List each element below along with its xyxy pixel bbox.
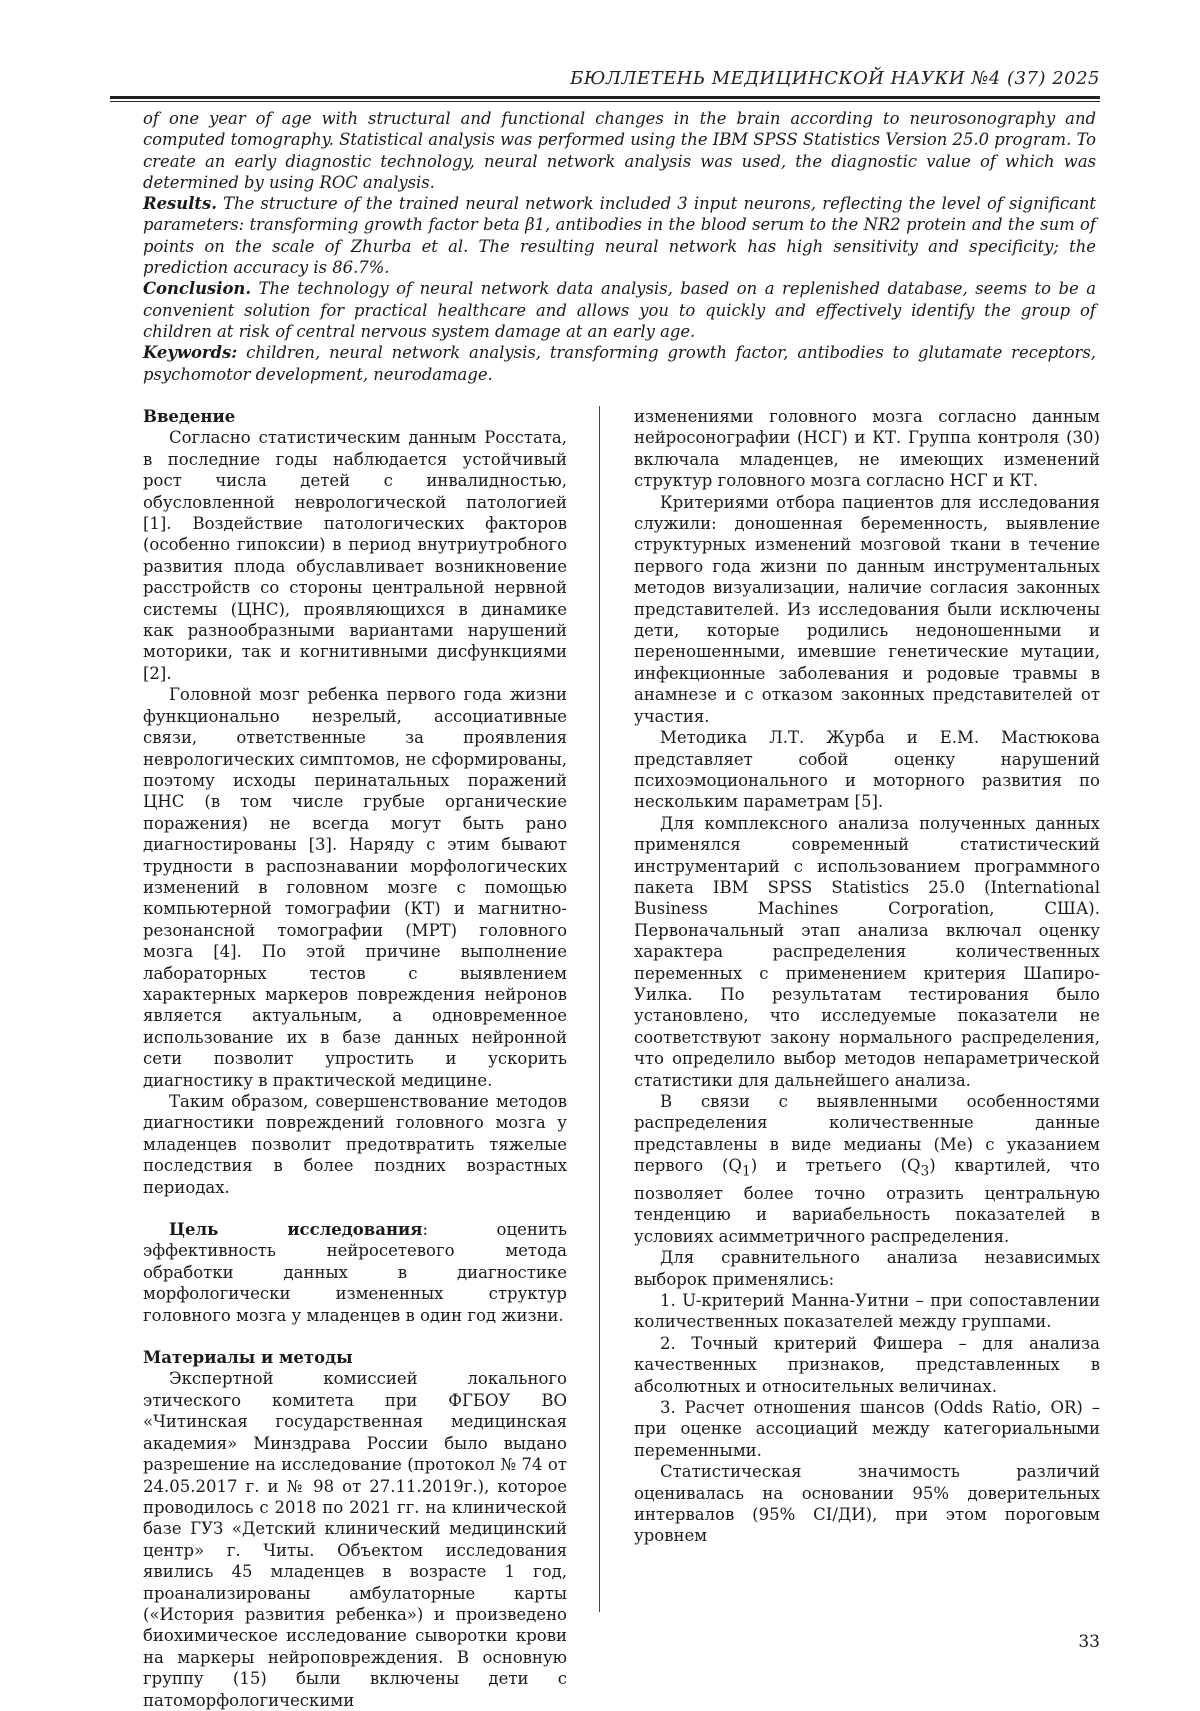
abstract xyxy=(143,108,1096,385)
intro-paragraph-1: Согласно статистическим данным Росстата, в последние годы наблюдается устойчивый рост числа детей с инвалидностью, обусловленной неврологической патологией [1]. Воздействие патологических факторов (особенно гипоксии) в период внутриутробного развития плода обуславливает возникновение расстройств со стороны центральной нервной системы (ЦНС), проявляющихся в динамике как разнообразными вариантами нарушений моторики, так и когнитивными дисфункциями [2]. xyxy=(143,428,567,683)
quartile-text-c: ) квартилей, что позволяет более точно отразить центральную тенденцию и вариабельность показателей в условиях асимметричного распределения. xyxy=(634,1156,1100,1246)
header-rule-thin xyxy=(110,101,1100,102)
page-number: 33 xyxy=(1078,1632,1100,1652)
left-column xyxy=(143,406,567,1711)
conclusion-label: Conclusion. xyxy=(143,279,252,299)
list-item-3: 3. Расчет отношения шансов (Odds Ratio, OR) – при оценке ассоциаций между категориальными переменными. xyxy=(634,1397,1100,1460)
right-paragraph-1: изменениями головного мозга согласно данным нейросонографии (НСГ) и КТ. Группа контроля (30) включала младенцев, не имеющих изменений структур головного мозга согласно НСГ и КТ. xyxy=(634,407,1100,491)
intro-paragraph-3: Таким образом, совершенствование методов диагностики повреждений головного мозга у младенцев позволит предотвратить тяжелые последствия в более поздних возрастных периодах. xyxy=(143,1092,567,1197)
header-rule-thick xyxy=(110,96,1100,99)
conclusion-text: The technology of neural network data analysis, based on a replenished database, seems to be a convenient solution for practical healthcare and allows you to quickly and effectively identify the group of children at risk of central nervous system damage at an early age. xyxy=(143,279,1096,341)
intro-heading: Введение xyxy=(143,407,236,426)
spacer xyxy=(143,1326,567,1347)
quartile-text-a: В связи с выявленными особенностями распределения количественные данные представлены в виде медианы (Me) с указанием первого (Q xyxy=(634,1092,1100,1176)
methods-heading: Материалы и методы xyxy=(143,1348,353,1368)
right-paragraph-6: Для сравнительного анализа независимых выборок применялись: xyxy=(634,1248,1100,1289)
quartile-text-b: ) и третьего (Q xyxy=(750,1156,921,1176)
right-paragraph-5 xyxy=(634,1091,1100,1247)
subscript-3: 3 xyxy=(920,1163,930,1180)
list-item-1: 1. U-критерий Манна-Уитни – при сопоставлении количественных показателей между группами. xyxy=(634,1290,1100,1332)
aim-label: Цель исследования xyxy=(169,1220,423,1240)
intro-paragraph-2: Головной мозг ребенка первого года жизни функционально незрелый, ассоциативные связи, ответственные за проявления неврологических симптомов, не сформированы, поэтому исходы перинатальных поражений ЦНС (в том числе грубые органические поражения) не всегда могут быть рано диагностированы [3]. Наряду с этим бывают трудности в распознавании морфологических изменений в головном мозге с помощью компьютерной томографии (КТ) и магнитно-резонансной томографии (МРТ) головного мозга [4]. По этой причине выполнение лабораторных тестов с выявлением характерных маркеров повреждения нейронов является актуальным, а одновременное использование их в базе данных нейронной сети позволит упростить и ускорить диагностику в практической медицине. xyxy=(143,685,567,1090)
spacer xyxy=(143,1198,567,1219)
results-text: The structure of the trained neural network included 3 input neurons, reflecting the level of significant parameters: transforming growth factor beta β1, antibodies in the blood serum to the NR2 protein and the sum of points on the scale of Zhurba et al. The resulting neural network has high sensitivity and specificity; the prediction accuracy is 86.7%. xyxy=(143,194,1096,278)
keywords-text: children, neural network analysis, transforming growth factor, antibodies to glutamate receptors, psychomotor development, neurodamage. xyxy=(143,343,1096,384)
methods-paragraph-1: Экспертной комиссией локального этического комитета при ФГБОУ ВО «Читинская государственная медицинская академия» Минздрава России было выдано разрешение на исследование (протокол № 74 от 24.05.2017 г. и № 98 от 27.11.2019г.), которое проводилось с 2018 по 2021 гг. на клинической базе ГУЗ «Детский клинический медицинский центр» г. Читы. Объектом исследования явились 45 младенцев в возрасте 1 год, проанализированы амбулаторные карты («История развития ребенка») и произведено биохимическое исследование сыворотки крови на маркеры нейроповреждения. В основную группу (15) были включены дети с патоморфологическими xyxy=(143,1369,567,1710)
right-paragraph-7: Статистическая значимость различий оценивалась на основании 95% доверительных интервалов (95% CI/ДИ), при этом пороговым уровнем xyxy=(634,1462,1100,1546)
aim-paragraph xyxy=(143,1219,567,1326)
abstract-keywords xyxy=(143,342,1096,385)
subscript-1: 1 xyxy=(741,1163,751,1180)
right-column xyxy=(634,406,1100,1547)
keywords-label: Keywords: xyxy=(143,343,238,363)
right-paragraph-4: Для комплексного анализа полученных данных применялся современный статистический инструментарий с использованием программного пакета IBM SPSS Statistics 25.0 (International Business Machines Corporation, США). Первоначальный этап анализа включал оценку характера распределения количественных переменных с применением критерия Шапиро-Уилка. По результатам тестирования было установлено, что исследуемые показатели не соответствуют закону нормального распределения, что определило выбор методов непараметрической статистики для дальнейшего анализа. xyxy=(634,813,1100,1090)
aim-text: : оценить эффективность нейросетевого метода обработки данных в диагностике морфологически измененных структур головного мозга у младенцев в один год жизни. xyxy=(143,1220,567,1325)
abstract-conclusion xyxy=(143,278,1096,342)
column-divider xyxy=(599,406,600,1612)
abstract-methods-tail: of one year of age with structural and functional changes in the brain according to neurosonography and computed tomography. Statistical analysis was performed using the IBM SPSS Statistics Version 25.0 program. To create an early diagnostic technology, neural network analysis was used, the diagnostic value of which was determined by using ROC analysis. xyxy=(143,109,1097,192)
list-item-2: 2. Точный критерий Фишера – для анализа качественных признаков, представленных в абсолютных и относительных величинах. xyxy=(634,1333,1100,1396)
journal-header: БЮЛЛЕТЕНЬ МЕДИЦИНСКОЙ НАУКИ №4 (37) 2025 xyxy=(570,68,1100,89)
results-label: Results. xyxy=(143,194,217,214)
right-paragraph-2: Критериями отбора пациентов для исследования служили: доношенная беременность, выявление структурных изменений мозговой ткани в течение первого года жизни по данным инструментальных методов визуализации, наличие согласия законных представителей. Из исследования были исключены дети, которые родились недоношенными и переношенными, имевшие генетические мутации, инфекционные заболевания и родовые травмы в анамнезе и с отказом законных представителей от участия. xyxy=(634,492,1100,726)
abstract-results xyxy=(143,193,1096,278)
right-paragraph-3: Методика Л.Т. Журба и Е.М. Мастюкова представляет собой оценку нарушений психоэмоционального и моторного развития по нескольким параметрам [5]. xyxy=(634,728,1100,812)
